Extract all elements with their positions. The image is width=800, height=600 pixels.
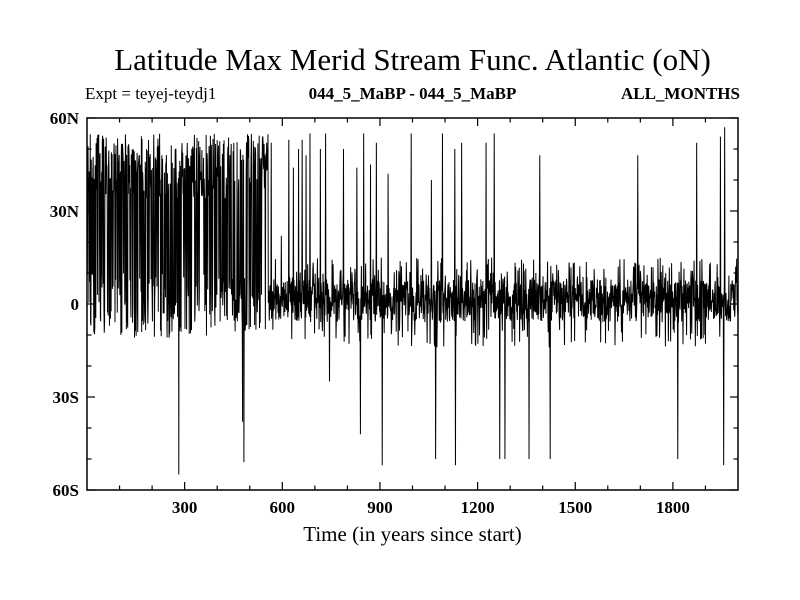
x-tick-label: 300 [171, 498, 198, 517]
y-tick-label: 30S [52, 388, 79, 407]
x-tick-label: 1800 [655, 498, 690, 517]
series-line [87, 127, 738, 474]
x-tick-label: 900 [367, 498, 393, 517]
x-axis-title: Time (in years since start) [303, 522, 522, 546]
x-tick-label: 1200 [460, 498, 495, 517]
x-tick-label: 600 [269, 498, 296, 517]
y-tick-label: 60N [49, 109, 79, 128]
run-id-label: 044_5_MaBP - 044_5_MaBP [308, 84, 517, 103]
y-tick-label: 0 [70, 295, 79, 314]
y-tick-label: 30N [49, 202, 79, 221]
x-tick-label: 1500 [558, 498, 593, 517]
experiment-label: Expt = teyej-teydj1 [85, 84, 217, 103]
months-label: ALL_MONTHS [620, 84, 740, 103]
chart-title: Latitude Max Merid Stream Func. Atlantic (oN) [114, 42, 711, 77]
y-tick-label: 60S [52, 481, 79, 500]
